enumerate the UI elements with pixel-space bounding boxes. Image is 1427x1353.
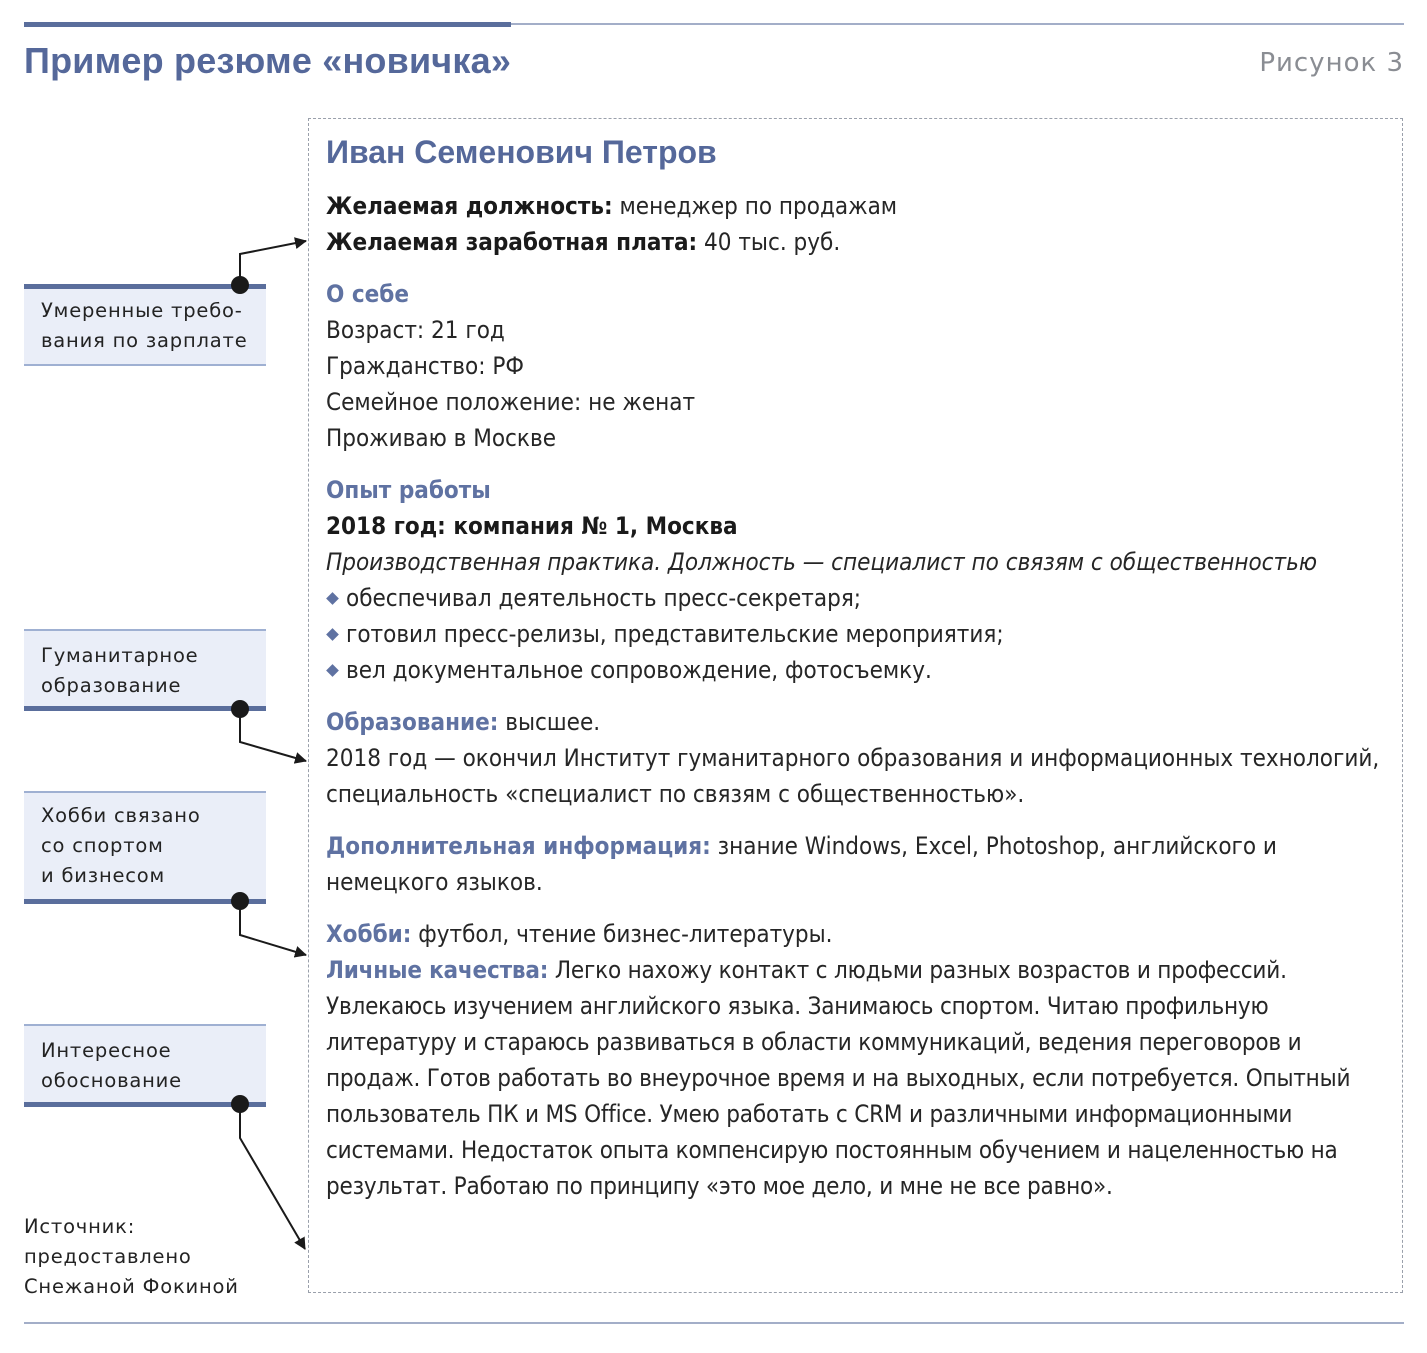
desired-salary-label: Желаемая заработная плата: (326, 228, 698, 256)
hobby-text: футбол, чтение бизнес-литературы. (411, 920, 833, 948)
experience-heading: Опыт работы (326, 476, 491, 504)
resume-body (326, 128, 1394, 1204)
connector-dot (231, 892, 249, 910)
connector-education (240, 709, 306, 761)
qualities-text: Легко нахожу контакт с людьми разных возрастов и профессий. Увлекаюсь изучением английского языка. Занимаюсь спортом. Читаю профильную литературу и стараюсь развиваться в области коммуникаций, ведения переговоров и продаж. Готов работать во внеурочное время и на выходных, если потребуется. Опытный пользователь ПК и MS Office. Умею работать с CRM и различными информационными системами. Недостаток опыта компенсирую постоянным обучением и нацеленностью на результат. Работаю по принципу «это мое дело, и мне не все равно». (326, 956, 1351, 1200)
hobby (326, 916, 1394, 952)
about-line: Семейное положение: не женат (326, 388, 696, 416)
callout-education-text: Гуманитарное образование (41, 644, 199, 697)
about-line: Возраст: 21 год (326, 316, 505, 344)
diamond-bullet-icon (326, 628, 339, 641)
additional-heading: Дополнительная информация: (326, 832, 711, 860)
additional-info (326, 828, 1394, 900)
desired-position-label: Желаемая должность: (326, 192, 613, 220)
experience-bullet: готовил пресс-релизы, представительские мероприятия; (326, 616, 1394, 652)
connector-dot (231, 700, 249, 718)
connector-dot (231, 276, 249, 294)
callout-salary-text: Умеренные требо- вания по зарплате (41, 299, 248, 352)
education-heading: Образование: (326, 708, 499, 736)
hobby-heading: Хобби: (326, 920, 412, 948)
callout-hobby-text: Хобби связано со спортом и бизнесом (41, 804, 201, 887)
page-title: Пример резюме «новичка» (24, 40, 512, 81)
desired-position (326, 188, 1394, 224)
source-note: Источник: предоставлено Снежаной Фокиной (24, 1215, 239, 1298)
personal-qualities (326, 952, 1394, 1204)
desired-position-value: менеджер по продажам (612, 192, 898, 220)
connector-hobby (240, 901, 306, 955)
diamond-bullet-icon (326, 664, 339, 677)
diamond-bullet-icon (326, 592, 339, 605)
footer-rule (24, 1322, 1404, 1324)
desired-salary-value: 40 тыс. руб. (697, 228, 841, 256)
experience-company: 2018 год: компания № 1, Москва (326, 512, 738, 540)
education-level: высшее. (498, 708, 601, 736)
experience-bullet: обеспечивал деятельность пресс-секретаря; (326, 580, 1394, 616)
candidate-name: Иван Семенович Петров (326, 134, 717, 170)
about-line: Гражданство: РФ (326, 352, 524, 380)
connector-qualities (240, 1104, 305, 1249)
experience-bullet: вел документальное сопровождение, фотосъемку. (326, 652, 1394, 688)
experience-role: Производственная практика. Должность — специалист по связям с общественностью (326, 548, 1318, 576)
about-line: Проживаю в Москве (326, 424, 556, 452)
additional-text: знание Windows, Excel, Photoshop, английского и немецкого языков. (326, 832, 1277, 896)
figure-label: Рисунок 3 (1259, 48, 1404, 78)
callout-qualities-text: Интересное обоснование (41, 1039, 182, 1092)
qualities-heading: Личные качества: (326, 956, 549, 984)
education (326, 704, 1394, 740)
connector-salary (240, 241, 306, 285)
about-heading: О себе (326, 280, 410, 308)
connector-dot (231, 1095, 249, 1113)
education-detail: 2018 год — окончил Институт гуманитарного образования и информационных технологий, специальность «специалист по связям с общественностью». (326, 744, 1380, 808)
desired-salary (326, 224, 1394, 260)
